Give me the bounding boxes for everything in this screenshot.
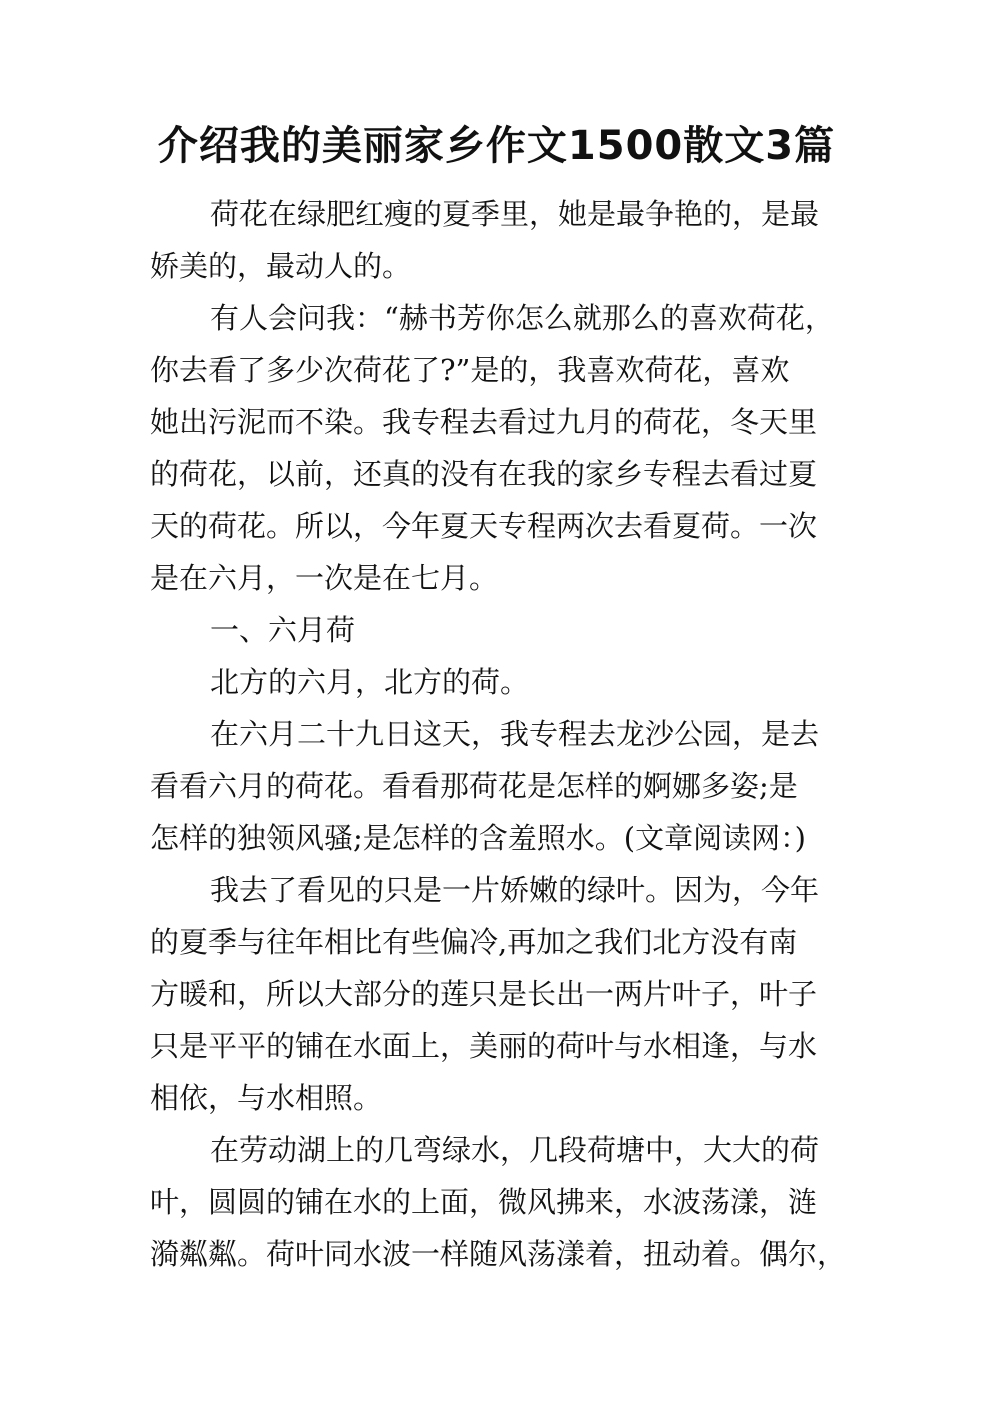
document-title: 介绍我的美丽家乡作文1500散文3篇 bbox=[157, 123, 836, 169]
text-line: 方暖和，所以大部分的莲只是长出一两片叶子，叶子 bbox=[150, 977, 818, 1011]
text-line: 怎样的独领风骚;是怎样的含羞照水。(文章阅读网：) bbox=[150, 821, 806, 855]
text-line: 漪粼粼。荷叶同水波一样随风荡漾着，扭动着。偶尔， bbox=[150, 1237, 847, 1271]
text-line: 有人会问我：“赫书芳你怎么就那么的喜欢荷花， bbox=[210, 301, 834, 335]
text-line: 的夏季与往年相比有些偏冷,再加之我们北方没有南 bbox=[150, 925, 798, 959]
text-line: 的荷花，以前，还真的没有在我的家乡专程去看过夏 bbox=[150, 457, 818, 491]
paragraph-5 bbox=[150, 864, 850, 1124]
text-line: 在六月二十九日这天，我专程去龙沙公园，是去 bbox=[210, 717, 820, 751]
section-heading bbox=[150, 604, 850, 656]
paragraph-2 bbox=[150, 292, 850, 604]
text-line: 荷花在绿肥红瘦的夏季里，她是最争艳的，是最 bbox=[210, 197, 820, 231]
text-line: 看看六月的荷花。看看那荷花是怎样的婀娜多姿;是 bbox=[150, 769, 798, 803]
document-body bbox=[150, 188, 850, 1280]
text-line: 天的荷花。所以，今年夏天专程两次去看夏荷。一次 bbox=[150, 509, 818, 543]
text-line: 一、六月荷 bbox=[210, 613, 356, 647]
text-line: 我去了看见的只是一片娇嫩的绿叶。因为，今年 bbox=[210, 873, 820, 907]
text-line: 是在六月，一次是在七月。 bbox=[150, 561, 499, 595]
paragraph-1 bbox=[150, 188, 850, 292]
text-line: 北方的六月，北方的荷。 bbox=[210, 665, 530, 699]
paragraph-6 bbox=[150, 1124, 850, 1280]
text-line: 只是平平的铺在水面上，美丽的荷叶与水相逢，与水 bbox=[150, 1029, 818, 1063]
text-line: 叶，圆圆的铺在水的上面，微风拂来，水波荡漾，涟 bbox=[150, 1185, 818, 1219]
text-line: 在劳动湖上的几弯绿水，几段荷塘中，大大的荷 bbox=[210, 1133, 820, 1167]
text-line: 相依，与水相照。 bbox=[150, 1081, 383, 1115]
text-line: 娇美的，最动人的。 bbox=[150, 249, 412, 283]
paragraph-3 bbox=[150, 656, 850, 708]
text-line: 她出污泥而不染。我专程去看过九月的荷花，冬天里 bbox=[150, 405, 818, 439]
text-line: 你去看了多少次荷花了?”是的，我喜欢荷花，喜欢 bbox=[150, 353, 790, 387]
paragraph-4 bbox=[150, 708, 850, 864]
